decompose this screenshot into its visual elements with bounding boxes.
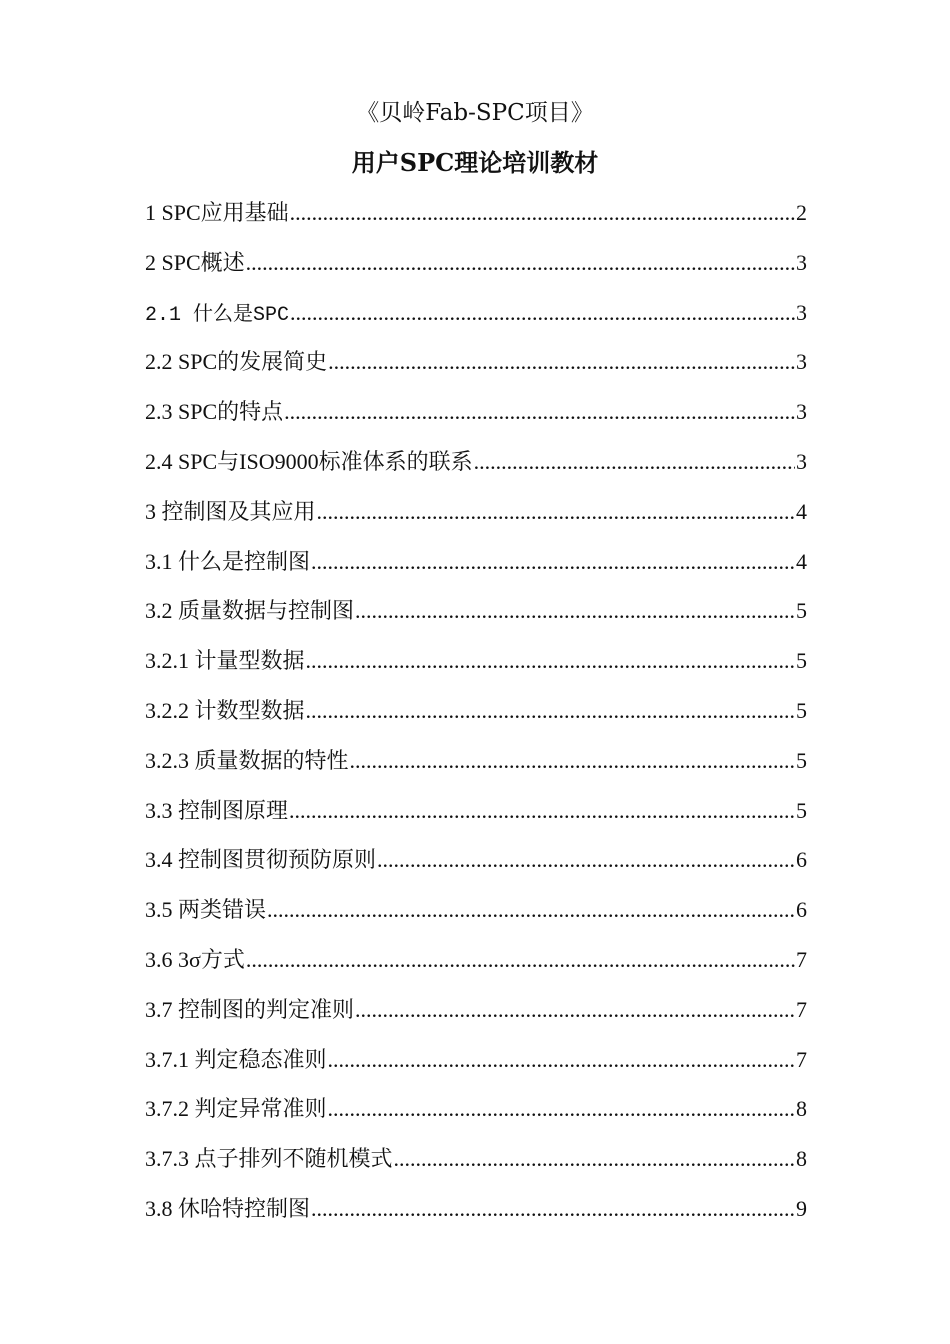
toc-entry-label: 3.2.2 计数型数据 [145,697,305,723]
toc-leader-dots [355,992,795,1028]
toc-entry[interactable] [145,544,807,594]
toc-entry[interactable] [145,842,807,892]
toc-leader-dots [306,693,795,729]
toc-entry-label: 1 SPC应用基础 [145,200,289,225]
toc-leader-dots [284,394,795,430]
toc-entry-page: 3 [796,399,807,425]
toc-entry-label: 3.4 控制图贯彻预防原则 [145,847,377,873]
toc-entry-label: 2.3 SPC的特点 [145,399,284,425]
toc-entry-label: 3.1 什么是控制图 [145,548,311,574]
toc-entry[interactable] [145,344,807,394]
toc-entry[interactable] [145,494,807,544]
toc-entry[interactable] [145,793,807,843]
toc-entry-page: 7 [796,1046,807,1072]
toc-entry[interactable] [145,1042,807,1092]
toc-entry[interactable] [145,743,807,793]
toc-entry-page: 4 [796,498,807,524]
toc-entry-page: 6 [796,847,807,873]
toc-entry-label: 3 控制图及其应用 [145,498,316,524]
toc-leader-dots [311,544,795,580]
toc-entry-page: 7 [796,946,807,972]
toc-entry-label: 2.2 SPC的发展简史 [145,349,328,375]
toc-entry-label: 3.2.3 质量数据的特性 [145,747,349,773]
toc-leader-dots [328,1042,795,1078]
toc-leader-dots [246,942,795,978]
toc-entry[interactable] [145,444,807,494]
document-subtitle: 用户SPC理论培训教材 [351,148,599,177]
toc-entry-label: 3.7 控制图的判定准则 [145,996,355,1022]
toc-entry-label: 2.4 SPC与ISO9000标准体系的联系 [145,448,473,474]
toc-entry[interactable] [145,593,807,643]
document-title: 《贝岭Fab-SPC项目》 [356,100,594,126]
toc-leader-dots [289,793,795,829]
toc-entry-page: 3 [796,349,807,375]
toc-entry-label: 3.7.2 判定异常准则 [145,1096,327,1122]
toc-entry[interactable] [145,1091,807,1141]
toc-leader-dots [377,842,795,878]
toc-leader-dots [474,444,795,480]
toc-entry-label: 3.7.3 点子排列不随机模式 [145,1146,393,1172]
toc-entry-page: 3 [796,448,807,474]
toc-leader-dots [306,643,795,679]
toc-leader-dots [350,743,795,779]
toc-leader-dots [311,1191,795,1227]
toc-entry-page: 2 [796,200,807,225]
toc-entry-page: 5 [796,747,807,773]
toc-entry[interactable] [145,643,807,693]
toc-entry[interactable] [145,195,807,245]
toc-entry-label: 3.3 控制图原理 [145,797,289,823]
toc-entry-page: 7 [796,996,807,1022]
toc-leader-dots [328,1091,795,1127]
toc-entry-page: 4 [796,548,807,574]
toc-entry-label: 3.8 休哈特控制图 [145,1195,311,1221]
toc-entry-label: 3.2.1 计量型数据 [145,648,305,674]
toc-entry-page: 5 [796,797,807,823]
toc-leader-dots [317,494,795,530]
toc-entry-label: 3.5 两类错误 [145,897,267,923]
toc-entry-page: 3 [796,249,807,275]
toc-entry[interactable] [145,394,807,444]
toc-entry[interactable] [145,245,807,295]
toc-entry-page: 8 [796,1146,807,1172]
toc-leader-dots [394,1141,795,1177]
toc-entry[interactable] [145,295,807,345]
toc-leader-dots [328,344,795,380]
toc-entry[interactable] [145,992,807,1042]
table-of-contents [145,195,807,1241]
toc-entry-page: 9 [796,1195,807,1221]
toc-entry-label: 3.6 3σ方式 [145,946,245,972]
toc-entry-label: 2.1 什么是SPC [145,303,290,327]
toc-entry-page: 6 [796,897,807,923]
toc-leader-dots [290,295,795,331]
toc-leader-dots [267,892,795,928]
toc-entry-label: 3.7.1 判定稳态准则 [145,1046,327,1072]
toc-leader-dots [246,245,795,281]
toc-leader-dots [290,195,795,231]
toc-entry[interactable] [145,1141,807,1191]
toc-entry[interactable] [145,942,807,992]
toc-entry-page: 5 [796,598,807,624]
toc-entry-page: 5 [796,648,807,674]
toc-leader-dots [355,593,795,629]
toc-entry-label: 3.2 质量数据与控制图 [145,598,355,624]
toc-entry-page: 5 [796,697,807,723]
toc-entry[interactable] [145,892,807,942]
toc-entry-label: 2 SPC概述 [145,249,245,275]
toc-entry[interactable] [145,1191,807,1241]
toc-entry-page: 8 [796,1096,807,1122]
toc-entry[interactable] [145,693,807,743]
toc-entry-page: 3 [796,299,807,325]
